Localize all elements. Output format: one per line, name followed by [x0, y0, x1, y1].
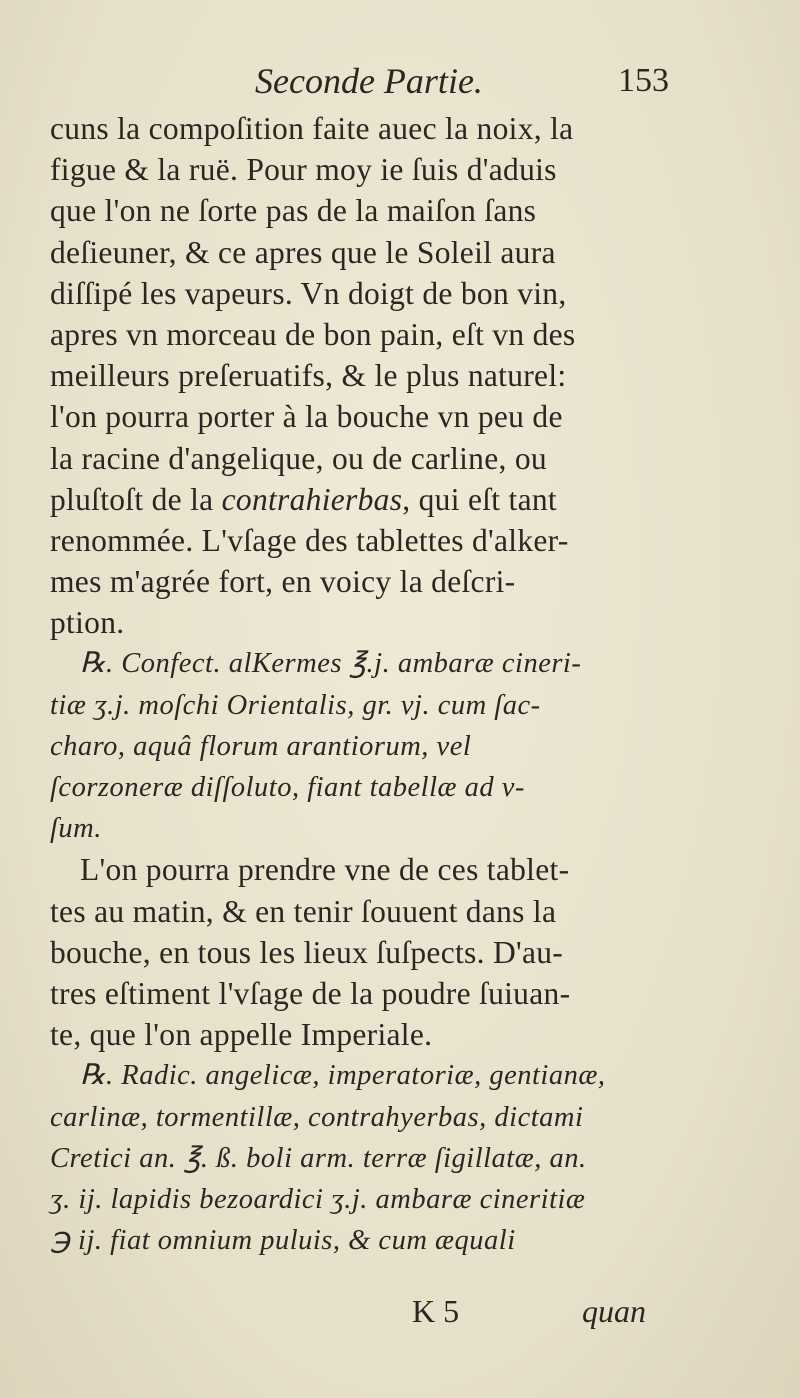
recipe-line: Cretici an. ℥. ß. boli arm. terræ ſigillatæ, an.	[50, 1142, 587, 1174]
page-footer	[0, 1293, 800, 1343]
text-line: l'on pourra porter à la bouche vn peu de	[50, 399, 563, 435]
text-line: figue & la ruë. Pour moy ie ſuis d'aduis	[50, 152, 557, 188]
recipe-line: ℈ ij. fiat omnium puluis, & cum æquali	[50, 1225, 516, 1257]
text-line: ption.	[50, 605, 125, 641]
recipe-line: ſcorzoneræ diſſoluto, fiant tabellæ ad v-	[50, 772, 525, 803]
text-line: renommée. L'vſage des tablettes d'alker-	[50, 522, 569, 558]
text-line: deſieuner, & ce apres que le Soleil aura	[50, 234, 556, 270]
text-line: bouche, en tous les lieux ſuſpects. D'au-	[50, 934, 564, 970]
signature-mark: K 5	[412, 1293, 460, 1329]
text-line: diſſipé les vapeurs. Vn doigt de bon vin,	[50, 275, 567, 311]
catchword: quan	[582, 1293, 646, 1329]
text-line: la racine d'angelique, ou de carline, ou	[50, 440, 547, 476]
recipe-line: charo, aquâ florum arantiorum, vel	[50, 730, 472, 762]
body-text	[50, 108, 675, 1261]
text-line-mixed	[50, 479, 675, 520]
recipe-line: ℞. Confect. alKermes ℥.j. ambaræ cineri-	[80, 648, 582, 680]
text-fragment: , qui eſt tant	[402, 481, 557, 517]
page-header	[0, 60, 800, 110]
text-line: tes au matin, & en tenir ſouuent dans la	[50, 893, 557, 929]
italic-term: contrahierbas	[221, 481, 403, 517]
running-head: Seconde Partie.	[255, 61, 483, 101]
page-number: 153	[618, 62, 669, 99]
text-line: tres eſtiment l'vſage de la poudre ſuiuan-	[50, 975, 571, 1011]
recipe-line: carlinæ, tormentillæ, contrahyerbas, dictami	[50, 1101, 584, 1133]
text-line: que l'on ne ſorte pas de la maiſon ſans	[50, 193, 537, 229]
text-line: mes m'agrée fort, en voicy la deſcri-	[50, 564, 516, 600]
text-line: apres vn morceau de bon pain, eſt vn des	[50, 316, 576, 352]
text-fragment: pluſtoſt de la	[50, 481, 214, 517]
recipe-line: ℞. Radic. angelicæ, imperatoriæ, gentianæ,	[80, 1060, 606, 1092]
recipe-line: tiæ ʒ.j. moſchi Orientalis, gr. vj. cum ſac-	[50, 689, 541, 721]
recipe-line: ʒ. ij. lapidis bezoardici ʒ.j. ambaræ cineritiæ	[50, 1183, 586, 1215]
text-line: L'on pourra prendre vne de ces tablet-	[80, 852, 570, 888]
text-line: cuns la compoſition faite auec la noix, la	[50, 111, 574, 146]
text-line: meilleurs preſeruatifs, & le plus naturel:	[50, 358, 567, 394]
recipe-line: ſum.	[50, 813, 102, 845]
text-line: te, que l'on appelle Imperiale.	[50, 1017, 433, 1053]
